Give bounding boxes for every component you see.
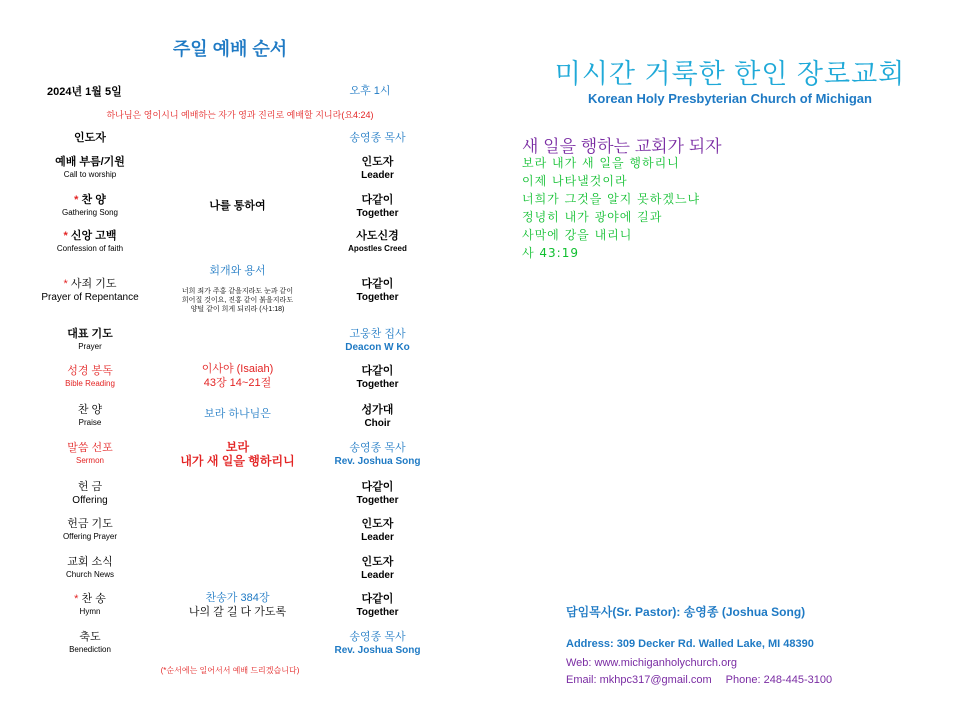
scripture-line: 너희가 그것을 알지 못하겠느냐 xyxy=(522,192,701,206)
item-en: Bible Reading xyxy=(65,379,115,388)
order-item-praise xyxy=(30,403,150,428)
repentance-verse-line: 희어질 것이요, 진홍 같이 붉을지라도 xyxy=(181,297,294,304)
order-item-reading xyxy=(30,364,150,389)
order-who-call xyxy=(305,155,450,182)
scripture-line: 정녕히 내가 광야에 길과 xyxy=(522,210,663,224)
scripture-line: 보라 내가 새 일을 행하리니 xyxy=(522,156,680,170)
row-leader-label: 인도자 xyxy=(74,132,106,144)
who-en: Together xyxy=(356,292,399,303)
order-who-offering xyxy=(305,480,450,507)
who-ko: 다같이 xyxy=(361,194,394,206)
order-who-benediction xyxy=(305,630,450,657)
church-email[interactable]: Email: mkhpc317@gmail.com xyxy=(566,674,712,686)
who-ko: 송영종 목사 xyxy=(349,442,406,454)
who-ko: 성가대 xyxy=(361,404,394,416)
contact-line xyxy=(566,674,832,686)
repentance-verse xyxy=(160,287,315,314)
hymn-title: 나의 갈 길 다 가도록 xyxy=(188,606,287,618)
who-en: Together xyxy=(356,379,399,390)
scripture-reference: 사 43:19 xyxy=(522,246,579,260)
order-item-sermon xyxy=(30,441,150,466)
sermon-line: 보라 xyxy=(225,440,250,454)
stand-marker: * xyxy=(74,593,79,605)
item-en: Offering Prayer xyxy=(62,532,118,541)
item-ko: 헌 금 xyxy=(77,481,103,493)
sermon-line: 내가 새 일을 행하리니 xyxy=(180,454,295,468)
item-en: Confession of faith xyxy=(56,244,124,253)
who-en: Leader xyxy=(361,570,394,581)
who-ko: 사도신경 xyxy=(356,230,399,242)
item-en: Benediction xyxy=(69,645,111,654)
church-name-korean: 미시간 거룩한 한인 장로교회 xyxy=(554,59,906,89)
order-item-news xyxy=(30,555,150,580)
item-ko: 예배 부름/기원 xyxy=(55,156,125,168)
hymn-info xyxy=(160,591,315,619)
who-en: Deacon W Ko xyxy=(345,342,410,353)
order-who-reading xyxy=(305,364,450,391)
item-ko: 성경 봉독 xyxy=(67,365,113,377)
church-address: Address: 309 Decker Rd. Walled Lake, MI 48390 xyxy=(566,638,814,650)
order-item-confession xyxy=(30,229,150,254)
who-ko: 인도자 xyxy=(361,518,394,530)
church-website[interactable]: Web: www.michiganholychurch.org xyxy=(566,657,737,669)
item-ko: 찬 양 xyxy=(81,194,106,206)
order-who-prayer xyxy=(305,327,450,354)
church-phone: Phone: 248-445-3100 xyxy=(725,674,833,686)
who-ko: 다같이 xyxy=(361,278,394,290)
order-who-confession xyxy=(305,229,450,254)
item-en: Offering xyxy=(72,495,108,506)
scripture-line: 이제 나타낼것이라 xyxy=(522,174,628,188)
through-you: 나를 통하여 xyxy=(209,200,266,212)
who-en: Rev. Joshua Song xyxy=(334,645,421,656)
who-en: Leader xyxy=(361,170,394,181)
item-en: Church News xyxy=(65,570,114,579)
reading-passage xyxy=(160,362,315,390)
church-name-english: Korean Holy Presbyterian Church of Michigan xyxy=(588,91,872,106)
scripture-line: 사막에 강을 내리니 xyxy=(522,228,633,242)
order-who-sermon xyxy=(305,441,450,468)
order-item-hymn xyxy=(30,592,150,617)
item-en: Prayer xyxy=(78,342,102,351)
who-ko: 고웅찬 집사 xyxy=(349,328,406,340)
opening-verse: 하나님은 영이시니 예배하는 자가 영과 진리로 예배할 지니라(요4:24) xyxy=(106,110,374,120)
item-ko: 대표 기도 xyxy=(67,328,113,340)
senior-pastor: 담임목사(Sr. Pastor): 송영종 (Joshua Song) xyxy=(566,605,806,619)
order-who-praise xyxy=(305,403,450,430)
item-en: Sermon xyxy=(75,456,104,465)
order-item-gathering xyxy=(30,193,150,218)
stand-marker: * xyxy=(74,194,79,206)
bulletin-title: 주일 예배 순서 xyxy=(172,39,288,59)
who-en: Rev. Joshua Song xyxy=(334,456,421,467)
item-ko: 신앙 고백 xyxy=(70,230,117,242)
repentance-verse-line: 양털 같이 희게 되리라 (사1:18) xyxy=(190,306,285,313)
item-en: Call to worship xyxy=(63,170,117,179)
service-time: 오후 1시 xyxy=(349,85,391,97)
who-ko: 다같이 xyxy=(361,481,394,493)
order-item-prayer xyxy=(30,327,150,352)
who-en: Together xyxy=(356,495,399,506)
who-en: Together xyxy=(356,208,399,219)
row-leader-value: 송영종 목사 xyxy=(349,132,406,144)
who-ko: 인도자 xyxy=(361,556,394,568)
standing-footnote: (*순서에는 일어서서 예배 드리겠습니다) xyxy=(160,666,300,675)
who-en: Leader xyxy=(361,532,394,543)
order-item-offering xyxy=(30,480,150,507)
item-ko: 찬 양 xyxy=(77,404,103,416)
hymn-number: 찬송가 384장 xyxy=(205,592,270,604)
service-date: 2024년 1월 5일 xyxy=(47,86,122,98)
who-ko: 다같이 xyxy=(361,593,394,605)
item-en: Hymn xyxy=(79,607,101,616)
stand-marker: * xyxy=(63,278,68,290)
order-who-gathering xyxy=(305,193,450,220)
stand-marker: * xyxy=(63,230,68,242)
item-en: Prayer of Repentance xyxy=(41,292,139,303)
year-theme: 새 일을 행하는 교회가 되자 xyxy=(522,137,722,156)
who-ko: 인도자 xyxy=(361,156,394,168)
order-item-call xyxy=(30,155,150,180)
reading-chapter: 43장 14~21절 xyxy=(203,377,272,389)
item-en: Gathering Song xyxy=(61,208,119,217)
item-ko: 축도 xyxy=(79,631,101,643)
who-en: Choir xyxy=(364,418,391,429)
item-ko: 찬 송 xyxy=(81,593,106,605)
order-who-repentance xyxy=(305,277,450,304)
order-who-hymn xyxy=(305,592,450,619)
reading-book: 이사야 (Isaiah) xyxy=(201,363,274,375)
order-item-repentance xyxy=(30,277,150,304)
sermon-title xyxy=(160,440,315,468)
who-en: Apostles Creed xyxy=(348,244,407,253)
order-who-news xyxy=(305,555,450,582)
item-ko: 말씀 선포 xyxy=(67,442,113,454)
order-item-offering-prayer xyxy=(30,517,150,542)
who-ko: 다같이 xyxy=(361,365,394,377)
item-en: Praise xyxy=(78,418,102,427)
item-ko: 교회 소식 xyxy=(67,556,113,568)
item-ko: 사죄 기도 xyxy=(70,278,117,290)
praise-song: 보라 하나님은 xyxy=(204,408,271,420)
repentance-title: 회개와 용서 xyxy=(209,265,266,277)
repentance-verse-line: 너희 죄가 주홍 같을지라도 눈과 같이 xyxy=(181,288,294,295)
order-who-offering-prayer xyxy=(305,517,450,544)
who-ko: 송영종 목사 xyxy=(349,631,406,643)
item-ko: 헌금 기도 xyxy=(67,518,113,530)
who-en: Together xyxy=(356,607,399,618)
order-item-benediction xyxy=(30,630,150,655)
